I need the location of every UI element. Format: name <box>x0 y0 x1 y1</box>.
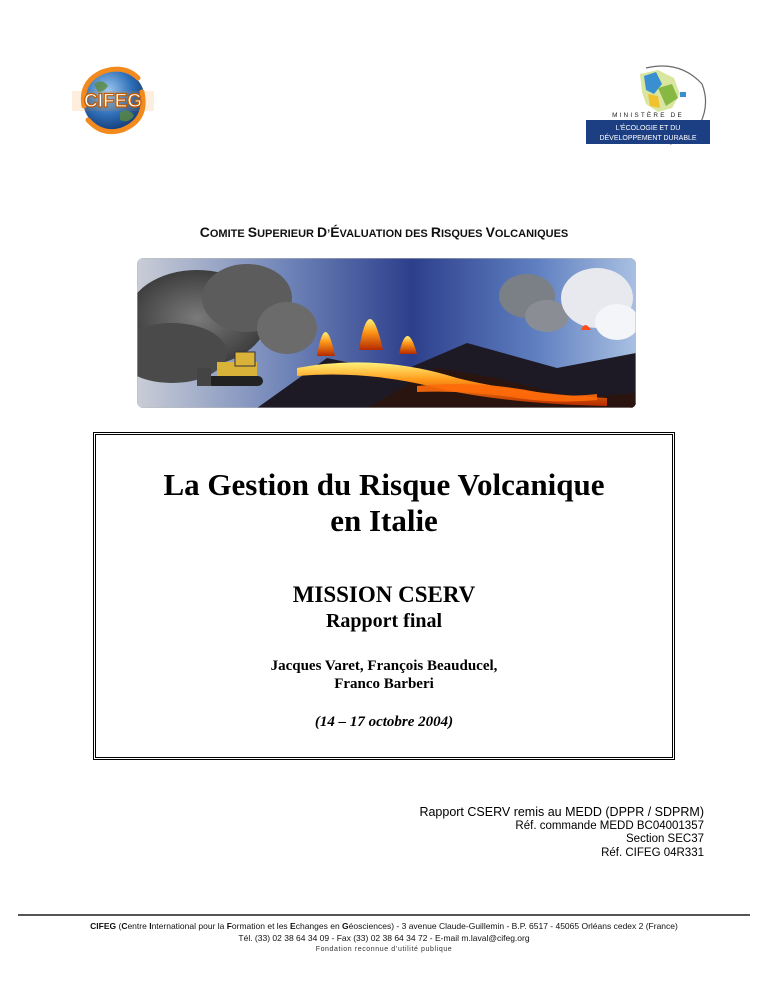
committee-rest: VALUATION DES <box>339 228 431 240</box>
committee-initial: V <box>485 224 495 240</box>
report-title-line1: La Gestion du Risque Volcanique <box>163 467 605 502</box>
committee-rest: OLCANIQUES <box>494 228 569 240</box>
committee-rest: UPERIEUR <box>257 228 318 240</box>
committee-rest: ISQUES <box>440 228 486 240</box>
committee-heading <box>0 224 768 242</box>
report-title <box>96 467 672 539</box>
footer-initial: I <box>149 921 152 931</box>
mission-dates: (14 – 17 octobre 2004) <box>314 714 454 730</box>
footer-contact: Tél. (33) 02 38 64 34 09 - Fax (33) 02 38 64 34 72 - E-mail m.laval@cifeg.org <box>238 933 530 943</box>
reference-line: Réf. CIFEG 04R331 <box>601 846 704 859</box>
ministere-line1: MINISTÈRE DE <box>612 112 684 119</box>
reference-line: Rapport CSERV remis au MEDD (DPPR / SDPRM) <box>419 805 704 819</box>
cifeg-logo <box>72 62 154 138</box>
reference-line: Section SEC37 <box>626 833 704 845</box>
authors-line1: Jacques Varet, François Beauducel, <box>270 658 498 674</box>
footer-rest: changes en <box>295 921 343 931</box>
committee-initial: C <box>199 224 210 240</box>
cifeg-logo-text: CIFEG <box>83 91 143 112</box>
report-title-line2: en Italie <box>330 503 438 538</box>
footer-rest: nternational pour la <box>151 921 227 931</box>
footer <box>0 920 768 956</box>
mission-label: MISSION CSERV <box>292 582 476 607</box>
footer-rest: éosciences <box>348 921 392 931</box>
reference-line: Réf. commande MEDD BC04001357 <box>515 819 704 832</box>
footer-rest: ormation et les <box>231 921 291 931</box>
committee-rest: OMITE <box>209 228 248 240</box>
footer-initial: G <box>342 921 349 931</box>
report-references <box>419 806 704 860</box>
ministere-logo <box>584 64 714 146</box>
committee-initial: É <box>330 224 340 240</box>
footer-address-line: CIFEG (Centre International pour la Formation et les Echanges en Géosciences) - 3 avenue Claude-Guillemin - B.P. 6517 - 45065 Orléans cedex 2 (France) <box>90 921 678 931</box>
title-box <box>93 432 675 760</box>
footer-initial: E <box>290 921 296 931</box>
footer-address: - 3 avenue Claude-Guillemin - B.P. 6517 - 45065 Orléans cedex 2 (France) <box>394 921 678 931</box>
authors <box>96 657 672 693</box>
committee-initial: D <box>317 224 328 240</box>
footer-divider <box>18 914 750 916</box>
volcano-banner-image <box>137 258 636 408</box>
committee-initial: R <box>430 224 441 240</box>
authors-line2: Franco Barberi <box>334 676 434 692</box>
committee-initial: S <box>247 224 258 240</box>
ministere-line2: L'ÉCOLOGIE ET DU <box>615 125 681 132</box>
footer-rest: entre <box>127 921 150 931</box>
footer-initial: C <box>121 921 128 931</box>
committee-rest: ’ <box>327 228 331 240</box>
footer-foundation: Fondation reconnue d’utilité publique <box>315 946 453 953</box>
footer-initial: F <box>226 921 232 931</box>
report-type: Rapport final <box>325 610 443 632</box>
ministere-line3: DÉVELOPPEMENT DURABLE <box>599 135 697 142</box>
footer-org: CIFEG <box>90 921 117 931</box>
